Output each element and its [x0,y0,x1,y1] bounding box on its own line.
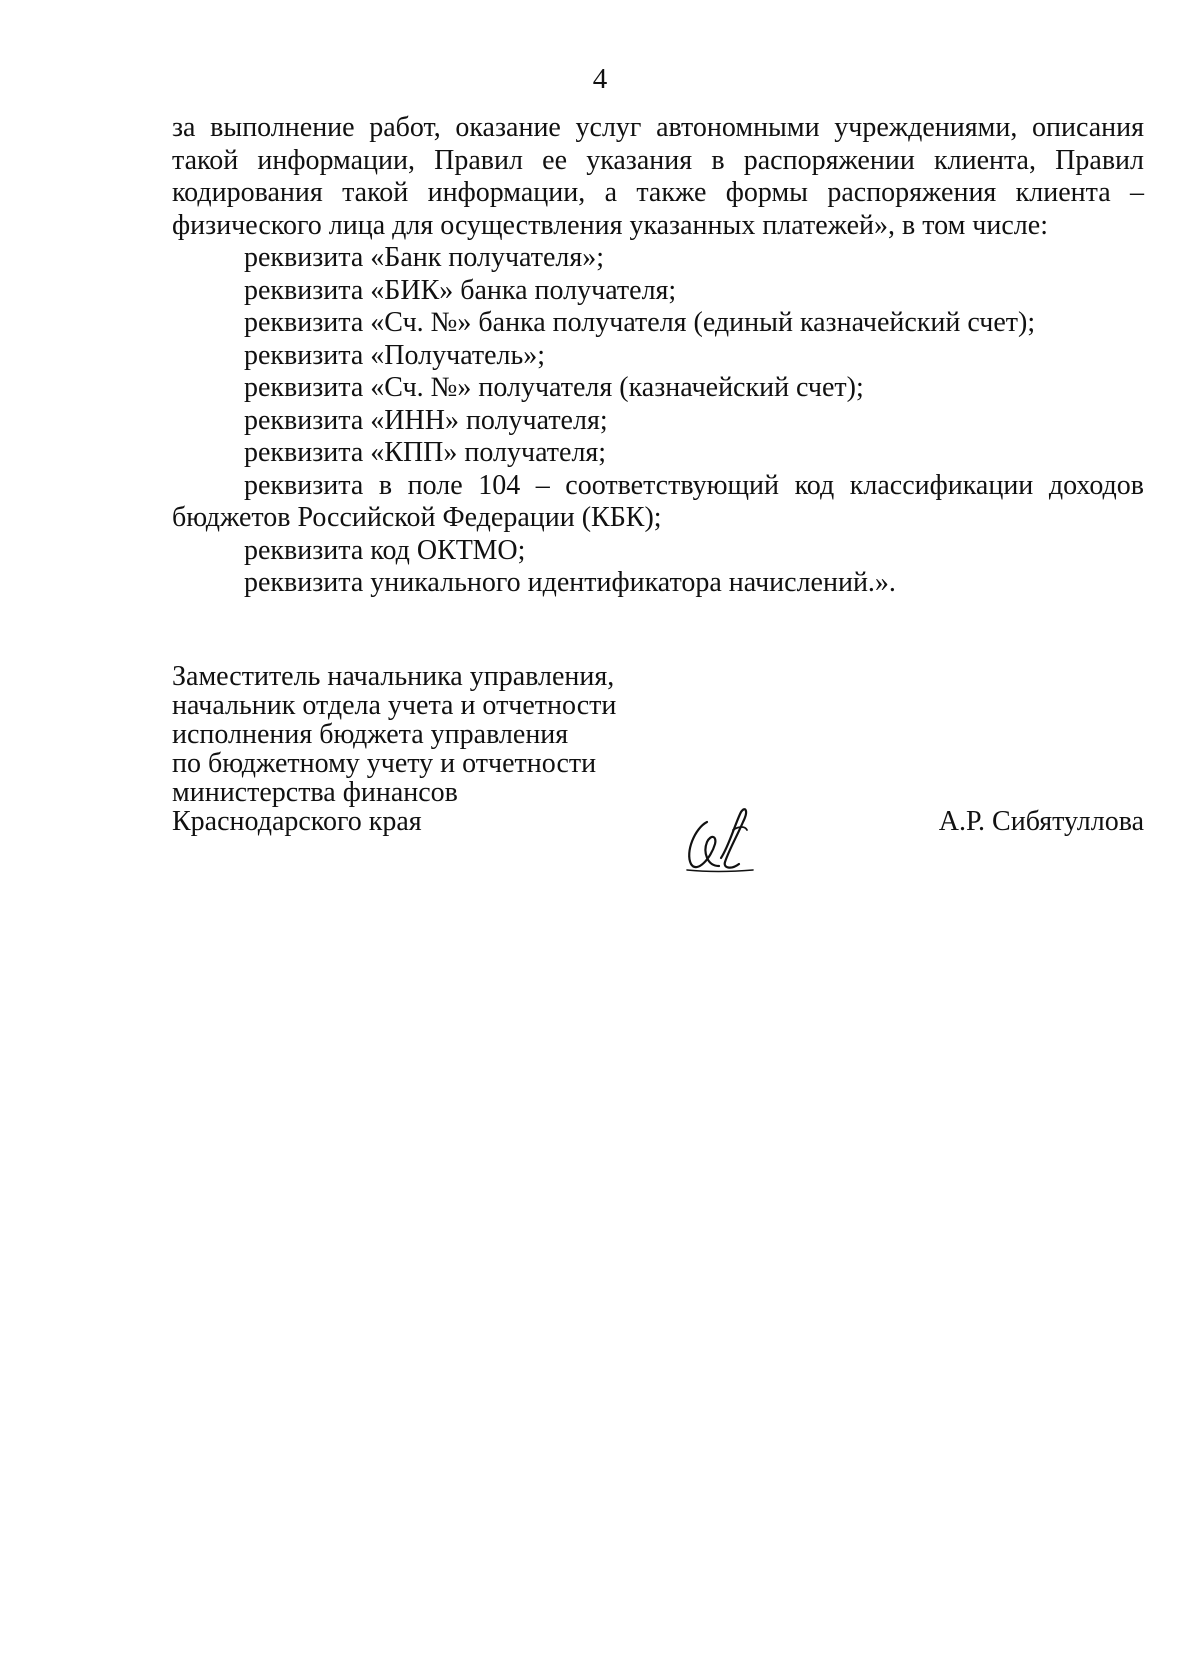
position-line: Заместитель начальника управления, [172,661,615,692]
position-line: по бюджетному учету и отчетности [172,748,597,779]
handwritten-signature-icon [677,800,757,880]
list-item: реквизита в поле 104 – соответствующий код классификации доходов бюджетов Российской Федерации (КБК); [172,469,1144,533]
list-item: реквизита «КПП» получателя; [244,437,607,468]
list-item: реквизита «Банк получателя»; [244,242,605,273]
list-item: реквизита «Сч. №» банка получателя (единый казначейский счет); [244,307,1036,338]
signatory-position [172,662,692,836]
page-number: 4 [592,63,608,95]
list-item: реквизита «ИНН» получателя; [244,404,608,436]
list-item: реквизита уникального идентификатора начислений.». [244,567,896,598]
signature-block [172,662,1144,882]
list-item: реквизита «Получатель»; [244,339,546,371]
list-item: реквизита код ОКТМО; [244,534,526,566]
intro-paragraph: за выполнение работ, оказание услуг автономными учреждениями, описания такой информации, Правил ее указания в распоряжении клиента, Правил кодирования такой информации, а также формы распоряжения клиента – физического лица для осуществления указанных платежей», в том числе: [172,112,1144,241]
position-line: Краснодарского края [172,806,422,837]
document-body [172,112,1144,600]
list-item: реквизита «БИК» банка получателя; [244,274,677,306]
position-line: исполнения бюджета управления [172,719,569,750]
position-line: министерства финансов [172,777,458,808]
list-item: реквизита «Сч. №» получателя (казначейский счет); [244,372,864,403]
requisites-list [172,242,1144,600]
signatory-name: А.Р. Сибятуллова [938,806,1144,837]
position-line: начальник отдела учета и отчетности [172,690,617,721]
